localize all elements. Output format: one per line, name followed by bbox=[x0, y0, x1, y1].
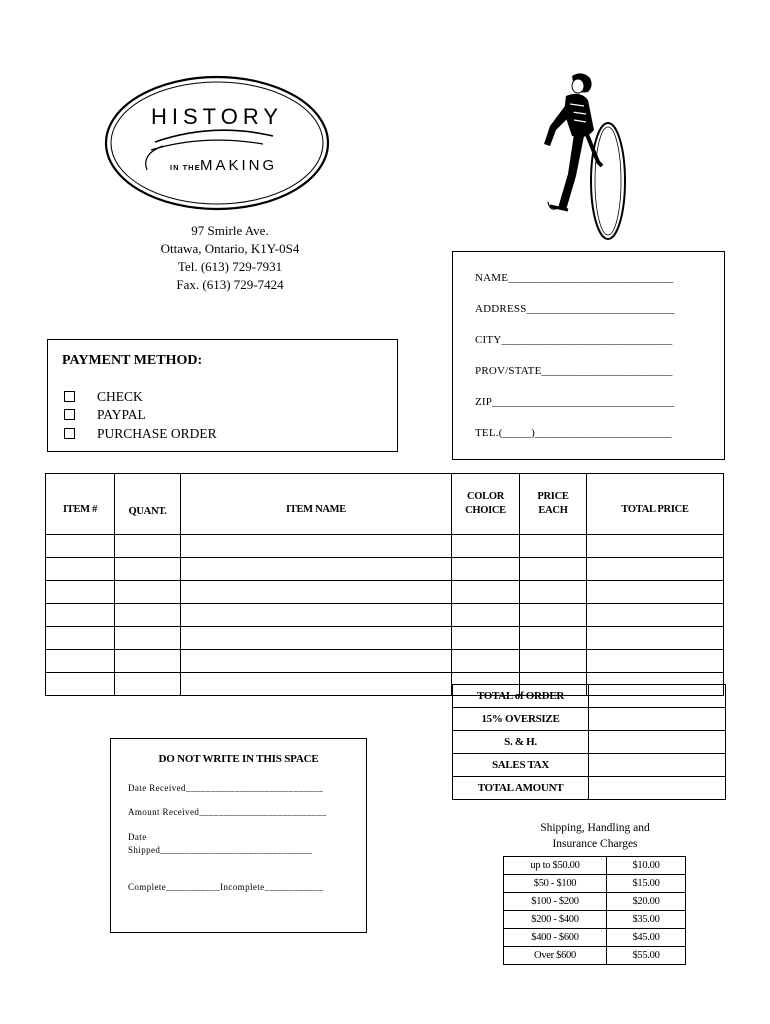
purchase-order-checkbox[interactable] bbox=[64, 428, 75, 439]
paypal-label: PAYPAL bbox=[97, 407, 146, 422]
color-choice-cell[interactable] bbox=[452, 627, 520, 650]
shipping-charge-cell: $45.00 bbox=[607, 929, 686, 947]
order-header-row bbox=[46, 474, 724, 535]
sales-tax-label: SALES TAX bbox=[453, 754, 589, 777]
quantity-cell[interactable] bbox=[115, 558, 181, 581]
item-number-cell[interactable] bbox=[46, 673, 115, 696]
item-number-cell[interactable] bbox=[46, 604, 115, 627]
shipping-charge-cell: $35.00 bbox=[607, 911, 686, 929]
price-each-cell[interactable] bbox=[520, 604, 587, 627]
zip-field[interactable]: ZIP________________________________ bbox=[475, 396, 675, 408]
shipping-rate-row bbox=[504, 875, 686, 893]
payment-method-title: PAYMENT METHOD: bbox=[62, 353, 203, 368]
item-number-cell[interactable] bbox=[46, 650, 115, 673]
address-phone: Tel. (613) 729-7931 bbox=[177, 259, 283, 274]
shipping-charge-cell: $55.00 bbox=[607, 947, 686, 965]
purchase-order-label: PURCHASE ORDER bbox=[97, 426, 217, 441]
total-price-cell[interactable] bbox=[587, 604, 724, 627]
order-range-cell: up to $50.00 bbox=[504, 857, 607, 875]
color-choice-cell[interactable] bbox=[452, 535, 520, 558]
item-name-cell[interactable] bbox=[181, 558, 452, 581]
item-name-cell[interactable] bbox=[181, 650, 452, 673]
date-shipped-field[interactable]: Shipped_______________________________ bbox=[128, 845, 313, 855]
item-name-cell[interactable] bbox=[181, 535, 452, 558]
shipping-charge-cell: $10.00 bbox=[607, 857, 686, 875]
date-shipped-label: Date bbox=[128, 832, 147, 842]
shipping-charge-cell: $15.00 bbox=[607, 875, 686, 893]
total-of-order-label: TOTAL of ORDER bbox=[453, 685, 589, 708]
name-field[interactable]: NAME_____________________________ bbox=[475, 272, 674, 284]
quantity-cell[interactable] bbox=[115, 581, 181, 604]
total-price-cell[interactable] bbox=[587, 535, 724, 558]
color-choice-cell[interactable] bbox=[452, 581, 520, 604]
date-received-field[interactable]: Date Received____________________________ bbox=[128, 783, 324, 793]
check-label: CHECK bbox=[97, 389, 143, 404]
logo-making-text: MAKING bbox=[200, 157, 278, 174]
color-choice-cell[interactable] bbox=[452, 558, 520, 581]
shipping-rate-row bbox=[504, 929, 686, 947]
item-number-header: ITEM # bbox=[46, 474, 115, 535]
item-name-cell[interactable] bbox=[181, 581, 452, 604]
shipping-rate-row bbox=[504, 911, 686, 929]
penny-farthing-rider-illustration bbox=[528, 66, 640, 242]
price-each-header: PRICE EACH bbox=[520, 474, 587, 535]
total-price-cell[interactable] bbox=[587, 627, 724, 650]
city-field[interactable]: CITY______________________________ bbox=[475, 334, 673, 346]
order-items-table bbox=[45, 473, 724, 696]
history-in-the-making-logo bbox=[103, 74, 331, 212]
order-range-cell: $200 - $400 bbox=[504, 911, 607, 929]
shipping-charges-title: Shipping, Handling and Insurance Charges bbox=[540, 822, 650, 850]
complete-incomplete-field[interactable]: Complete___________Incomplete____________ bbox=[128, 882, 324, 892]
order-range-cell: $400 - $600 bbox=[504, 929, 607, 947]
total-price-cell[interactable] bbox=[587, 650, 724, 673]
price-each-cell[interactable] bbox=[520, 558, 587, 581]
telephone-field[interactable]: TEL.(_____)________________________ bbox=[475, 427, 672, 439]
quantity-cell[interactable] bbox=[115, 535, 181, 558]
shipping-rate-row bbox=[504, 857, 686, 875]
item-name-header: ITEM NAME bbox=[181, 474, 452, 535]
shipping-charges-table bbox=[503, 856, 686, 965]
quantity-cell[interactable] bbox=[115, 673, 181, 696]
price-each-cell[interactable] bbox=[520, 627, 587, 650]
address-fax: Fax. (613) 729-7424 bbox=[176, 277, 284, 292]
address-street: 97 Smirle Ave. bbox=[191, 223, 269, 238]
item-number-cell[interactable] bbox=[46, 581, 115, 604]
total-price-header: TOTAL PRICE bbox=[587, 474, 724, 535]
color-choice-header: COLOR CHOICE bbox=[452, 474, 520, 535]
customer-info-box bbox=[452, 251, 725, 460]
prov-state-field[interactable]: PROV/STATE_______________________ bbox=[475, 365, 673, 377]
price-each-cell[interactable] bbox=[520, 581, 587, 604]
order-item-row bbox=[46, 535, 724, 558]
logo-history-text: HISTORY bbox=[151, 104, 283, 129]
order-totals-table bbox=[452, 684, 726, 800]
address-city: Ottawa, Ontario, K1Y-0S4 bbox=[160, 241, 300, 256]
item-name-cell[interactable] bbox=[181, 627, 452, 650]
paypal-checkbox[interactable] bbox=[64, 409, 75, 420]
item-name-cell[interactable] bbox=[181, 604, 452, 627]
order-range-cell: $100 - $200 bbox=[504, 893, 607, 911]
order-item-row bbox=[46, 558, 724, 581]
order-range-cell: $50 - $100 bbox=[504, 875, 607, 893]
total-price-cell[interactable] bbox=[587, 558, 724, 581]
amount-received-field[interactable]: Amount Received__________________________ bbox=[128, 807, 327, 817]
quantity-cell[interactable] bbox=[115, 627, 181, 650]
item-number-cell[interactable] bbox=[46, 627, 115, 650]
shipping-handling-cell[interactable] bbox=[589, 731, 726, 754]
total-price-cell[interactable] bbox=[587, 581, 724, 604]
payment-method-box bbox=[47, 339, 398, 452]
quantity-cell[interactable] bbox=[115, 604, 181, 627]
price-each-cell[interactable] bbox=[520, 650, 587, 673]
sales-tax-cell[interactable] bbox=[589, 754, 726, 777]
total-of-order-cell[interactable] bbox=[589, 685, 726, 708]
shipping-handling-label: S. & H. bbox=[453, 731, 589, 754]
shipping-rate-row bbox=[504, 947, 686, 965]
order-range-cell: Over $600 bbox=[504, 947, 607, 965]
shipping-charge-cell: $20.00 bbox=[607, 893, 686, 911]
address-field[interactable]: ADDRESS__________________________ bbox=[475, 303, 675, 315]
shipping-rate-row bbox=[504, 893, 686, 911]
check-checkbox[interactable] bbox=[64, 391, 75, 402]
item-number-cell[interactable] bbox=[46, 558, 115, 581]
quantity-header: QUANT. bbox=[115, 474, 181, 535]
item-number-cell[interactable] bbox=[46, 535, 115, 558]
logo-in-the-text: IN THE bbox=[170, 163, 201, 172]
quantity-cell[interactable] bbox=[115, 650, 181, 673]
order-item-row bbox=[46, 604, 724, 627]
oversize-label: 15% OVERSIZE bbox=[453, 708, 589, 731]
total-amount-cell[interactable] bbox=[589, 777, 726, 800]
oversize-cell[interactable] bbox=[589, 708, 726, 731]
price-each-cell[interactable] bbox=[520, 535, 587, 558]
office-use-title: DO NOT WRITE IN THIS SPACE bbox=[158, 753, 319, 765]
order-item-row bbox=[46, 650, 724, 673]
total-amount-label: TOTAL AMOUNT bbox=[453, 777, 589, 800]
item-name-cell[interactable] bbox=[181, 673, 452, 696]
order-item-row bbox=[46, 627, 724, 650]
color-choice-cell[interactable] bbox=[452, 604, 520, 627]
color-choice-cell[interactable] bbox=[452, 650, 520, 673]
office-use-box bbox=[110, 738, 367, 933]
order-item-row bbox=[46, 581, 724, 604]
